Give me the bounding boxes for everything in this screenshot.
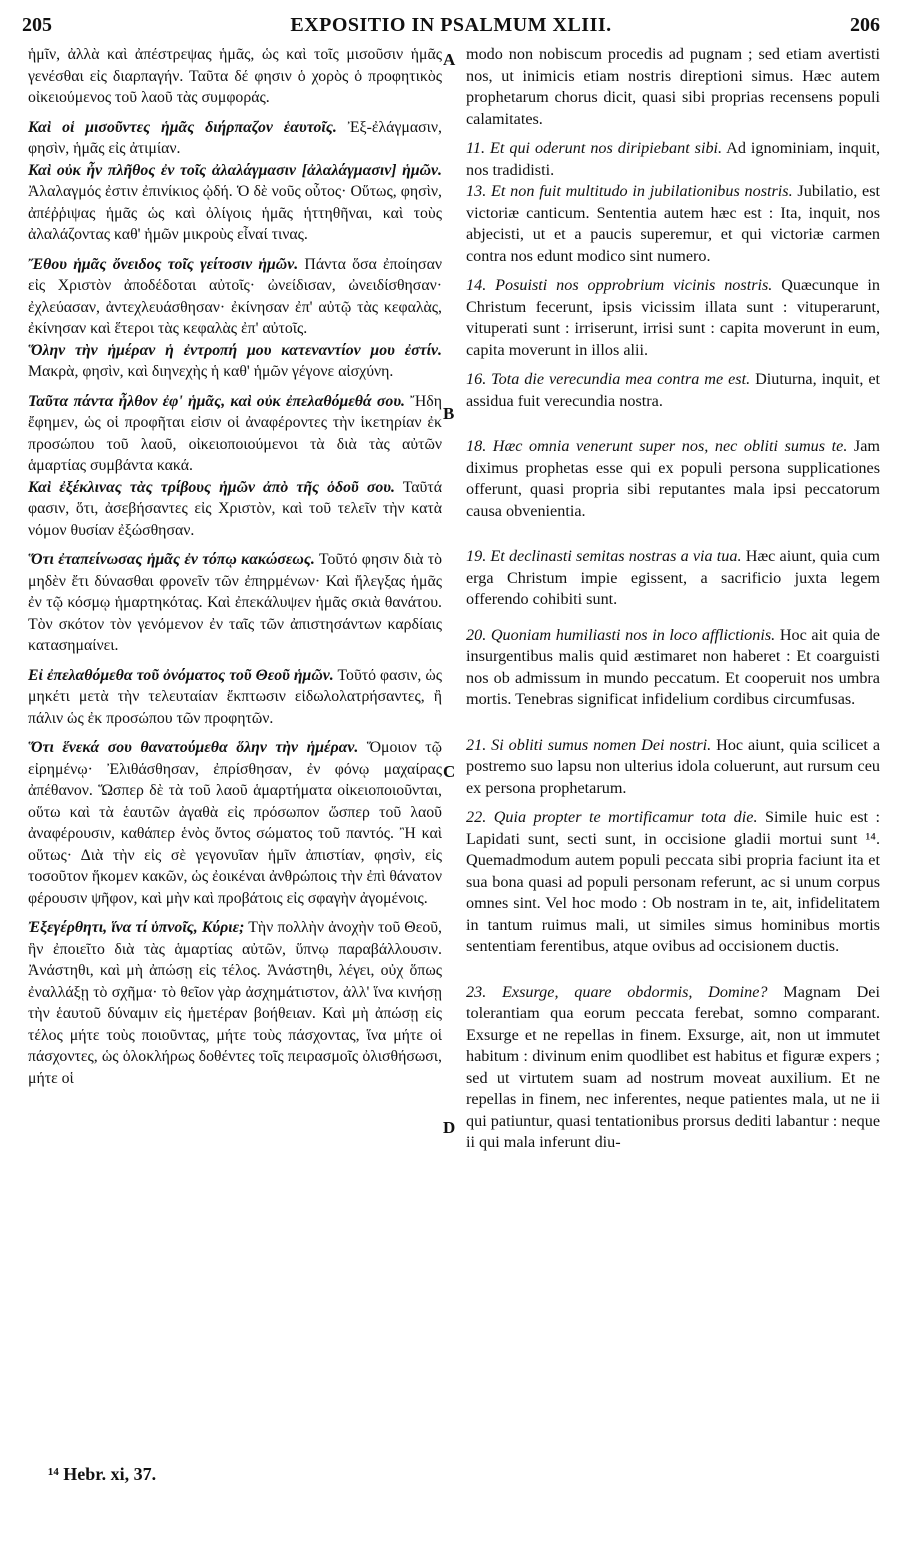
greek-paragraph: Ὅτι ἐταπείνωσας ἡμᾶς ἐν τόπῳ κακώσεως. Τοῦτό φησιν διὰ τὸ μηδὲν ἔτι δύνασθαι φρονεῖν τῶν ἐπηρμένων· Καὶ ἤλεγξας ἡμᾶς ἐν τῷ κόσμῳ ἡμαρτηκότας. Καὶ ἐπεκάλυψεν ἡμᾶς σκιὰ θανάτου. Τὸν σκότον τὸν γενόμενον ἐν ταῖς τῶν ἀπιστησάντων καρδίαις κατασημαίνει. <box>28 551 442 654</box>
latin-paragraph: 11. Et qui oderunt nos diripiebant sibi. Ad ignominiam, inquit, nos tradidisti. <box>466 139 880 179</box>
latin-paragraph: 22. Quia propter te mortificamur tota die. Simile huic est : Lapidati sunt, secti sunt, in occisione gladii mortui sunt ¹⁴. Quemadmodum autem populi peccata sibi propria faciunt ita et sua bona quasi ad populi personam referunt, ac si unum corpus omnes sint. Vel hoc modo : Ob nostram in te, ait, infidelitatem in tantum ruimus mali, ut similes simus hominibus mortis sententiam ferentibus, atque ovibus ad occisionem ductis. <box>466 808 880 955</box>
latin-paragraph: 21. Si obliti sumus nomen Dei nostri. Hoc aiunt, quia scilicet a postremo suo lapsu non ulterius idola coluerunt, aut rursum ceu ex persona prophetarum. <box>466 735 881 797</box>
page-number-right: 206 <box>850 14 880 36</box>
latin-paragraph: modo non nobiscum procedis ad pugnam ; sed etiam avertisti nos, ut inimicis etiam nostris direptioni simus. Hæc autem prophetarum chorus dicit, quasi sibi proprias recensens populi calamitates. <box>466 45 880 128</box>
greek-paragraph: Εἰ ἐπελαθόμεθα τοῦ ὀνόματος τοῦ Θεοῦ ἡμῶν. Τοῦτό φασιν, ὡς μηκέτι μετὰ τὴν τελευταίαν ἔκπτωσιν εἰδωλολατρήσαντες, ἢ πάλιν ὡς ἐκ προσώπου τῶν προφητῶν. <box>28 666 443 727</box>
page-header <box>22 14 880 44</box>
greek-paragraph: Καὶ οἱ μισοῦντες ἡμᾶς διήρπαζον ἑαυτοῖς. Ἐξ-ἐλάγμασιν, φησὶν, ἡμᾶς εἰς ἀτιμίαν. <box>28 118 442 157</box>
latin-paragraph: 23. Exsurge, quare obdormis, Domine? Magnam Dei tolerantiam qua eorum peccata ferebat, somno comparant. Exsurge et ne repellas in finem. Exsurge, ait, non ut immutet habitum : divinum enim quodlibet est habitus et figuræ expers ; sed ut virtutem suam ad nostrum moveat auxilium. Et ne repellas in finem, nec inferentes, neque patientes mala, ut ne ii qui patiuntur, quasi tentationibus prorsus dediti labantur : neque ii qui mala inferunt diu- <box>466 982 880 1151</box>
latin-paragraph: 18. Hæc omnia venerunt super nos, nec obliti sumus te. Jam diximus prophetas esse qui ex populi persona supplicationes offerunt, quasi propria sibi reputantes mala ipsi peccatorum causa obvenientia. <box>466 437 881 520</box>
running-title: EXPOSITIO IN PSALMUM XLIII. <box>290 14 612 36</box>
greek-paragraph: Καὶ ἐξέκλινας τὰς τρίβους ἡμῶν ἀπὸ τῆς ὁδοῦ σου. Ταῦτά φασιν, ὅτι, ἀσεβήσαντες εἰς Χριστὸν, καὶ τοῦ τελεῖν τὴν κατὰ νόμον θυσίαν ἐξώσθησαν. <box>28 478 442 539</box>
greek-paragraph: Ὅλην τὴν ἡμέραν ἡ ἐντροπή μου κατεναντίον μου ἐστίν. Μακρὰ, φησὶν, καὶ διηνεχὴς ἡ καθ' ἡμῶν γέγονε αἰσχύνη. <box>28 341 442 380</box>
greek-paragraph: ἡμῖν, ἀλλὰ καὶ ἀπέστρεψας ἡμᾶς, ὡς καὶ τοῖς μισοῦσιν ἡμᾶς γενέσθαι εἰς διαρπαγήν. Ταῦτα δέ φησιν ὁ χορὸς ὁ προφητικὸς οἰκειούμενος τοῦ λαοῦ τὰς συμφοράς. <box>28 46 442 106</box>
latin-paragraph: 16. Tota die verecundia mea contra me est. Diuturna, inquit, et assidua fuit verecundia nostra. <box>466 370 881 410</box>
latin-column <box>466 44 880 1154</box>
greek-paragraph: Ταῦτα πάντα ἦλθον ἐφ' ἡμᾶς, καὶ οὐκ ἐπελαθόμεθά σου. Ἤδη ἔφημεν, ὡς οἱ προφῆται εἰσιν οἱ ἀναφέροντες τὴν ἱκετηρίαν ἐκ προσώπου τοῦ λαοῦ, οἰκειοποιούμενοι τὰ διὰ τὰς αὐτῶν ἁμαρτίας συμβάντα κακά. <box>28 392 442 474</box>
latin-paragraph: 14. Posuisti nos opprobrium vicinis nostris. Quæcunque in Christum fecerunt, ipsis vicissim illata sunt : vituperarunt, vituperati sunt : irriserunt, irrisi sunt : capita moverunt in eum, capita moverunt in illos alii. <box>466 276 880 359</box>
margin-marker-a: A <box>443 50 456 69</box>
latin-paragraph: 19. Et declinasti semitas nostras a via tua. Hæc aiunt, quia cum erga Christum impie egissent, a sacrificio juxta legem offerendo cohibiti sunt. <box>466 547 880 608</box>
greek-paragraph: Ἔθου ἡμᾶς ὄνειδος τοῖς γείτοσιν ἡμῶν. Πάντα ὅσα ἐποίησαν εἰς Χριστὸν ἀποδέδοται αὐτοῖς· ὠνείδισαν, ὠνειδίσθησαν· ἐχλεύασαν, ἀντεχλευάσθησαν· ἐκίνησαν ἐπ' αὐτῷ τὰς κεφαλὰς, ἐκίνησαν καὶ ἕτεροι τὰς κεφαλὰς ἐπ' αὐτοῖς. <box>28 255 442 337</box>
greek-paragraph: Ἐξεγέρθητι, ἵνα τί ὑπνοῖς, Κύριε; Τὴν πολλὴν ἀνοχὴν τοῦ Θεοῦ, ἣν ἐποιεῖτο διὰ τὰς ἁμαρτίας αὐτῶν, ὕπνῳ παραβάλλουσιν. Ἀνάστηθι, καὶ μὴ ἀπώσῃ εἰς τέλος. Ἀνάστηθι, λέγει, οὐχ ὅπως ἐναλλάξῃ τὸ σχῆμα· τὸ θεῖον γὰρ ἀσχημάτιστον, ἀλλ' ἵνα κινήσῃ τὴν ἑαυτοῦ δύναμιν εἰς ἡμετέραν βοήθειαν. Καὶ μὴ ἀπώσῃ εἰς τέλος μήτε τοὺς ποιοῦντας, μήτε τοὺς πάσχοντας, ἵνα μήτε οἱ πάσχοντες, ὡς ὁλοκλήρως δοθέντες τοῖς πειρασμοῖς ὀλισθήσωσι, μήτε οἱ <box>28 919 443 1087</box>
greek-column <box>28 44 442 1089</box>
margin-marker-b: B <box>443 404 455 423</box>
margin-marker-d: D <box>443 1118 456 1137</box>
footnote: ¹⁴ Hebr. xi, 37. <box>48 1464 157 1484</box>
latin-paragraph: 13. Et non fuit multitudo in jubilationibus nostris. Jubilatio, est victoriæ canticum. Sententia autem hæc est : Ita, inquit, nos abjecisti, ut et a paucis superemur, et qui victoriæ carmen contra nos edunt modico sint numero. <box>466 182 880 265</box>
greek-paragraph: Καὶ οὐκ ἦν πλῆθος ἐν τοῖς ἀλαλάγμασιν [ἀλαλάγμασιν] ἡμῶν. Ἀλαλαγμός ἐστιν ἐπινίκιος ᾠδή. Ὁ δὲ νοῦς οὗτος· Οὕτως, φησὶν, ἀπέῤῥιψας ἡμᾶς ὡς καὶ ὀλίγοις ἡμᾶς ἡττηθῆναι, καὶ τοὺς ἀλαλάζοντας καθ' ἡμῶν μικροὺς εἶναί τινας. <box>28 161 442 243</box>
margin-marker-c: C <box>443 762 456 781</box>
greek-paragraph: Ὅτι ἕνεκά σου θανατούμεθα ὅλην τὴν ἡμέραν. Ὅμοιον τῷ εἰρημένῳ· Ἐλιθάσθησαν, ἐπρίσθησαν, ἐν φόνῳ μαχαίρας ἀπέθανον. Ὥσπερ δὲ τὰ τοῦ λαοῦ ἁμαρτήματα οἰκειοποιοῦνται, οὕτω καὶ τὰ ἑαυτῶν ἀγαθὰ εἰς πρόσωπον ὥσπερ τοῦ λαοῦ ἀναφέρουσιν, καθάπερ ἑνὸς ὄντος σώματος τοῦ παντός. Ἢ καὶ οὕτως· Διὰ τὴν εἰς σὲ γεγονυῖαν ἡμῖν ἀπιστίαν, φησὶν, εἰς τοσοῦτον ἥκομεν κακῶν, ὡς ἐοικέναι ἀνθρώποις τὴν ἐπὶ θάνατον φέρουσιν ψῆφον, καὶ μὴν καὶ προβάτοις εἰς σφαγὴν ἀγομένοις. <box>28 739 442 907</box>
page-number-left: 205 <box>22 14 52 36</box>
latin-paragraph: 20. Quoniam humiliasti nos in loco afflictionis. Hoc ait quia de insurgentibus malis quid æstimaret non haberet : Et coarguisti nos ob admissum in mundo peccatum. Et cooperuit nos umbra mortis. Tenebras significat infidelium cordibus circumfusas. <box>466 625 880 708</box>
